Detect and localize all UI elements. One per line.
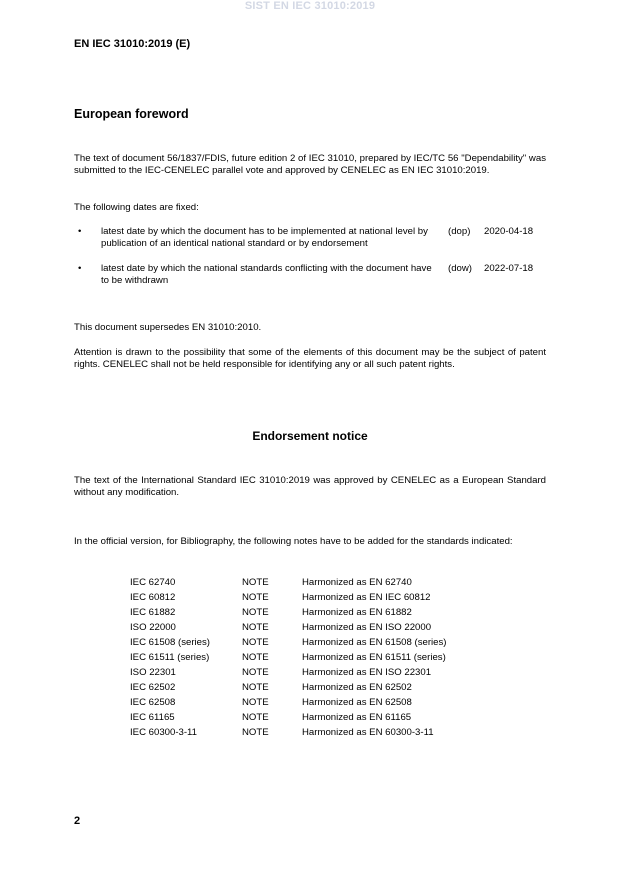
note-label: NOTE: [242, 712, 269, 723]
standard-ref: IEC 61508 (series): [130, 637, 210, 648]
note-label: NOTE: [242, 727, 269, 738]
note-label: NOTE: [242, 637, 269, 648]
harmonized-as: Harmonized as EN ISO 22301: [302, 667, 432, 678]
document-id: EN IEC 31010:2019 (E): [74, 38, 191, 50]
standard-ref: ISO 22000: [130, 622, 176, 633]
date-item-date: 2022-07-18: [484, 263, 534, 274]
standard-ref: IEC 60812: [130, 592, 176, 603]
foreword-heading: European foreword: [74, 107, 189, 121]
supersedes-paragraph: This document supersedes EN 31010:2010.: [74, 322, 262, 333]
bullet: •: [78, 226, 82, 237]
date-item-dop: [74, 226, 546, 250]
standard-ref: ISO 22301: [130, 667, 176, 678]
note-label: NOTE: [242, 652, 269, 663]
date-item-code: (dop): [448, 226, 471, 237]
harmonized-as: Harmonized as EN 61511 (series): [302, 652, 446, 663]
endorsement-paragraph: The text of the International Standard IEC 31010:2019 was approved by CENELEC as a European Standard without any modification.: [74, 475, 546, 498]
page-number: 2: [74, 815, 81, 827]
foreword-paragraph: The text of document 56/1837/FDIS, future edition 2 of IEC 31010, prepared by IEC/TC 56 "Dependability" was submitted to the IEC-CENELEC parallel vote and approved by CENELEC as EN IEC 31010:2019.: [74, 153, 546, 176]
harmonized-as: Harmonized as EN 62502: [302, 682, 412, 693]
dates-intro: The following dates are fixed:: [74, 202, 199, 213]
date-item-date: 2020-04-18: [484, 226, 534, 237]
watermark: SIST EN IEC 31010:2019: [244, 0, 376, 12]
note-label: NOTE: [242, 622, 269, 633]
standard-ref: IEC 61511 (series): [130, 652, 210, 663]
note-label: NOTE: [242, 607, 269, 618]
endorsement-heading: Endorsement notice: [252, 429, 368, 443]
note-label: NOTE: [242, 577, 269, 588]
date-item-code: (dow): [448, 263, 472, 274]
bibliography-paragraph: In the official version, for Bibliography, the following notes have to be added for the standards indicated:: [74, 536, 513, 547]
bullet: •: [78, 263, 82, 274]
standard-ref: IEC 60300-3-11: [130, 727, 198, 738]
harmonized-as: Harmonized as EN 61508 (series): [302, 637, 447, 648]
note-label: NOTE: [242, 682, 269, 693]
harmonized-as: Harmonized as EN ISO 22000: [302, 622, 432, 633]
harmonized-as: Harmonized as EN 60300-3-11: [302, 727, 434, 738]
harmonized-as: Harmonized as EN 61882: [302, 607, 412, 618]
standard-ref: IEC 62502: [130, 682, 176, 693]
note-label: NOTE: [242, 697, 269, 708]
harmonized-as: Harmonized as EN 62508: [302, 697, 412, 708]
date-item-dow: [74, 263, 546, 287]
standard-ref: IEC 61165: [130, 712, 175, 723]
standard-ref: IEC 62740: [130, 577, 176, 588]
date-item-text: latest date by which the document has to be implemented at national level by publication of an identical national standard or by endorsement: [101, 226, 428, 249]
harmonized-as: Harmonized as EN 62740: [302, 577, 412, 588]
attention-paragraph: Attention is drawn to the possibility that some of the elements of this document may be the subject of patent rights. CENELEC shall not be held responsible for identifying any or all such patent rights.: [74, 347, 546, 370]
date-item-text: latest date by which the national standards conflicting with the document have to be withdrawn: [101, 263, 432, 286]
standard-ref: IEC 61882: [130, 607, 176, 618]
harmonized-as: Harmonized as EN IEC 60812: [302, 592, 431, 603]
note-label: NOTE: [242, 592, 269, 603]
harmonized-as: Harmonized as EN 61165: [302, 712, 412, 723]
standard-ref: IEC 62508: [130, 697, 176, 708]
note-label: NOTE: [242, 667, 269, 678]
